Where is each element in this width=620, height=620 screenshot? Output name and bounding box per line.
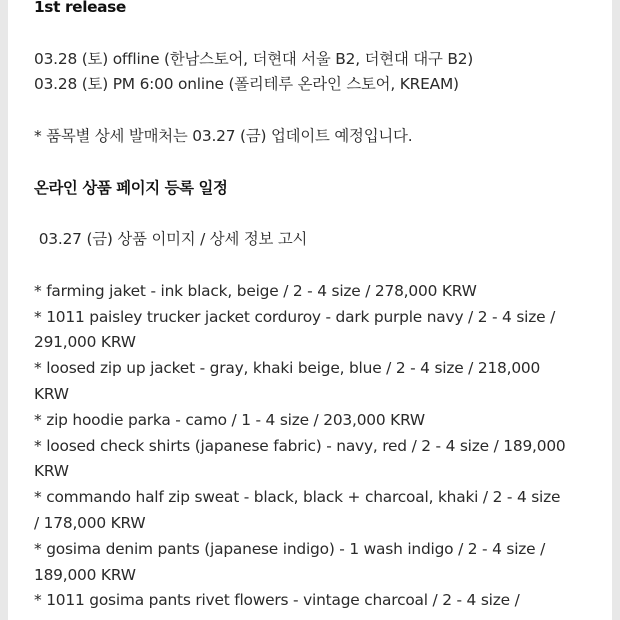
spacer (34, 150, 604, 176)
spacer (34, 253, 604, 279)
release-title: 1st release (34, 0, 126, 16)
product-line: KRW (34, 384, 69, 403)
schedule-online: 03.28 (토) PM 6:00 online (폴리테루 온라인 스토어, KREAM) (34, 75, 459, 94)
product-list (34, 279, 604, 614)
product-item (34, 356, 604, 408)
product-item (34, 434, 604, 486)
product-line: * commando half zip sweat - black, black + charcoal, khaki / 2 - 4 size (34, 488, 561, 507)
spacer (34, 21, 604, 47)
product-line: * loosed zip up jacket - gray, khaki beige, blue / 2 - 4 size / 218,000 (34, 359, 541, 378)
product-line: 291,000 KRW (34, 333, 136, 352)
product-item (34, 305, 604, 357)
product-line: 189,000 KRW (34, 565, 136, 584)
schedule-offline: 03.28 (토) offline (한남스토어, 더현대 서울 B2, 더현대 대구 B2) (34, 49, 474, 68)
product-item (34, 408, 604, 434)
product-line: KRW (34, 462, 69, 481)
product-item (34, 279, 604, 305)
online-registration-notice: 03.27 (금) 상품 이미지 / 상세 정보 고시 (34, 230, 308, 249)
product-item (34, 537, 604, 589)
release-note: * 품목별 상세 발매처는 03.27 (금) 업데이트 예정입니다. (34, 126, 413, 145)
product-line: * farming jaket - ink black, beige / 2 - 4 size / 278,000 KRW (34, 281, 477, 300)
release-notice-content (34, 0, 604, 614)
product-item (34, 485, 604, 537)
product-line: * gosima denim pants (japanese indigo) - 1 wash indigo / 2 - 4 size / (34, 539, 546, 558)
spacer (34, 201, 604, 227)
product-line: * zip hoodie parka - camo / 1 - 4 size / 203,000 KRW (34, 410, 425, 429)
product-line: * 1011 paisley trucker jacket corduroy - dark purple navy / 2 - 4 size / (34, 307, 556, 326)
product-item (34, 588, 604, 614)
online-registration-title: 온라인 상품 페이지 등록 일정 (34, 178, 228, 197)
product-line: * loosed check shirts (japanese fabric) - navy, red / 2 - 4 size / 189,000 (34, 436, 566, 455)
product-line: / 178,000 KRW (34, 513, 146, 532)
document-page (8, 0, 612, 620)
spacer (34, 98, 604, 124)
product-line: * 1011 gosima pants rivet flowers - vintage charcoal / 2 - 4 size / (34, 591, 520, 610)
